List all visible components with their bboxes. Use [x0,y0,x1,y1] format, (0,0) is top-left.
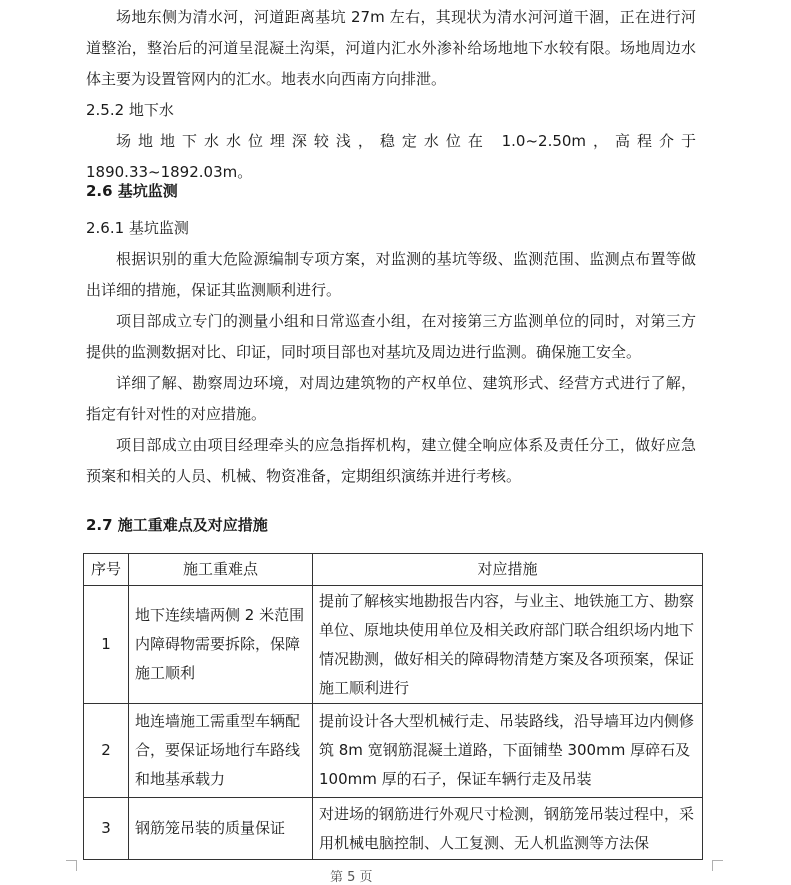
row-no: 2 [84,704,129,798]
row-no: 3 [84,798,129,860]
paragraph-groundwater: 场地地下水水位埋深较浅，稳定水位在 1.0~2.50m，高程介于 1890.33~1892.03m。 [86,132,696,181]
row-measure: 提前了解核实地勘报告内容，与业主、地铁施工方、勘察单位、原地块使用单位及相关政府部门联合组织场内地下情况勘测，做好相关的障碍物清楚方案及各项预案，保证施工顺利进行 [313,586,703,704]
paragraph-monitoring-plan: 根据识别的重大危险源编制专项方案，对监测的基坑等级、监测范围、监测点布置等做出详细的措施，保证其监测顺利进行。 [86,250,696,299]
table-row [84,798,703,860]
crop-mark-left [66,860,77,871]
table-row [84,586,703,704]
crop-mark-right [712,860,723,871]
table-header-row [84,554,703,586]
page-number: 第 5 页 [330,870,373,885]
heading-2-5-2: 2.5.2 地下水 [86,101,174,119]
table-row [84,704,703,798]
paragraph-surface-water: 场地东侧为清水河，河道距离基坑 27m 左右，其现状为清水河河道干涸，正在进行河道整治，整治后的河道呈混凝土沟渠，河道内汇水外渗补给场地地下水较有限。场地周边水体主要为设置管网内的汇水。地表水向西南方向排泄。 [86,8,696,88]
row-difficulty: 地连墙施工需重型车辆配合，要保证场地行车路线和地基承载力 [129,704,313,798]
paragraph-survey-team: 项目部成立专门的测量小组和日常巡查小组，在对接第三方监测单位的同时，对第三方提供的监测数据对比、印证，同时项目部也对基坑及周边进行监测。确保施工安全。 [86,312,696,361]
paragraph-emergency: 项目部成立由项目经理牵头的应急指挥机构，建立健全响应体系及责任分工，做好应急预案和相关的人员、机械、物资准备，定期组织演练并进行考核。 [86,436,696,485]
heading-2-6-1: 2.6.1 基坑监测 [86,219,189,237]
heading-2-6: 2.6 基坑监测 [86,182,178,200]
paragraph-environment: 详细了解、勘察周边环境，对周边建筑物的产权单位、建筑形式、经营方式进行了解，指定有针对性的对应措施。 [86,374,696,423]
row-measure: 对进场的钢筋进行外观尺寸检测，钢筋笼吊装过程中，采用机械电脑控制、人工复测、无人机监测等方法保 [313,798,703,860]
difficulty-measures-table [83,553,703,860]
row-difficulty: 地下连续墙两侧 2 米范围内障碍物需要拆除，保障施工顺利 [129,586,313,704]
row-no: 1 [84,586,129,704]
header-no: 序号 [84,554,129,586]
row-difficulty: 钢筋笼吊装的质量保证 [129,798,313,860]
row-measure: 提前设计各大型机械行走、吊装路线，沿导墙耳边内侧修筑 8m 宽钢筋混凝土道路，下面铺垫 300mm 厚碎石及 100mm 厚的石子，保证车辆行走及吊装 [313,704,703,798]
header-difficulty: 施工重难点 [129,554,313,586]
heading-2-7: 2.7 施工重难点及对应措施 [86,516,268,534]
header-measure: 对应措施 [313,554,703,586]
